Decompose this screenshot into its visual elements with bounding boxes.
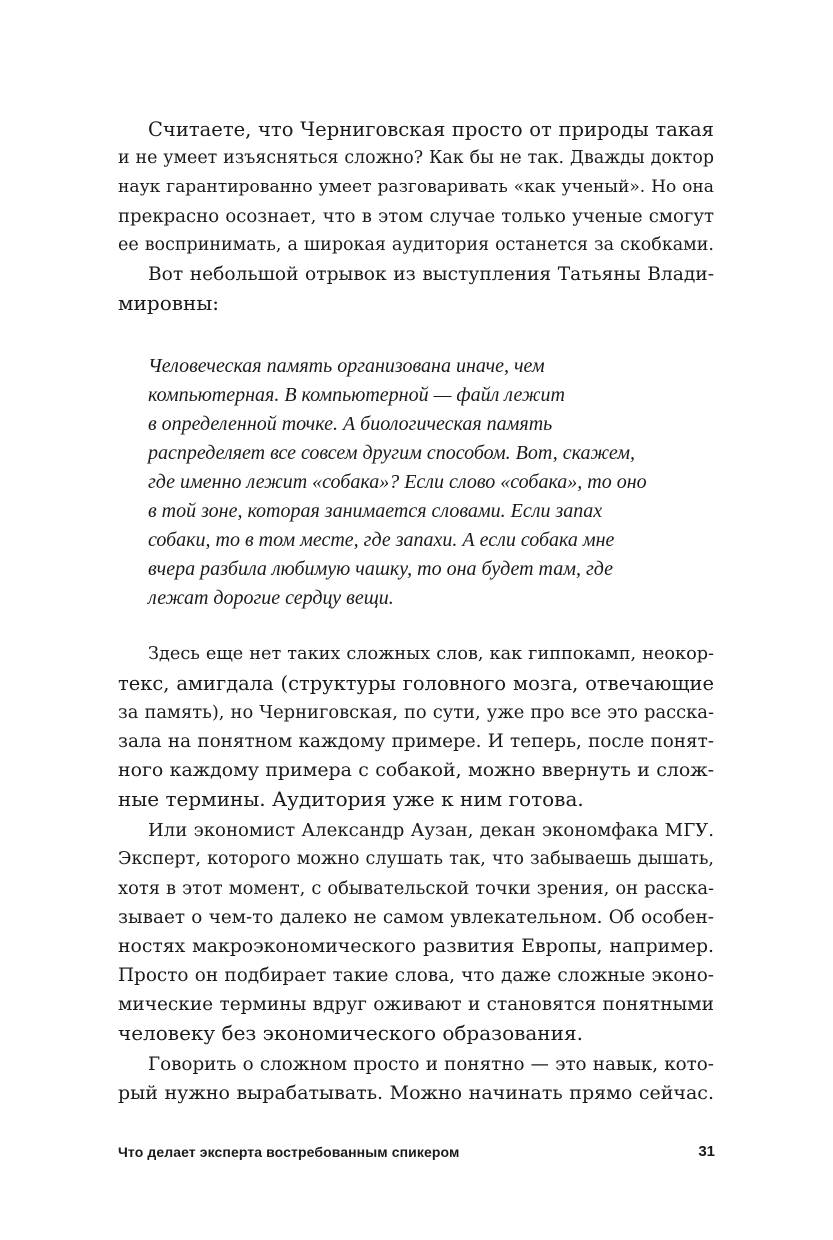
text-line: Здесь еще нет таких сложных слов, как гиппокамп, неокор- xyxy=(148,644,714,664)
text-line: Вот небольшой отрывок из выступления Татьяны Влади- xyxy=(148,264,714,285)
running-footer-title: Что делает эксперта востребованным спикером xyxy=(118,1144,460,1160)
text-line: текс, амигдала (структуры головного мозга, отвечающие xyxy=(118,672,714,695)
paragraph-4 xyxy=(118,816,714,1048)
paragraph-2 xyxy=(118,260,714,318)
paragraph-3 xyxy=(118,640,714,814)
paragraph-1 xyxy=(118,115,714,260)
text-line: мировны: xyxy=(118,291,219,315)
text-line: Считаете, что Черниговская просто от природы такая xyxy=(148,118,714,141)
text-line: зывает о чем-то далеко не самом увлекательном. Об особен- xyxy=(118,907,714,928)
text-line: ностях макроэкономического развития Европы, например. xyxy=(118,936,714,957)
text-line: ного каждому примера с собакой, можно ввернуть и слож- xyxy=(118,759,714,781)
quote-line: вчера разбила любимую чашку, то она будет там, где xyxy=(148,558,614,580)
text-line: хотя в этот момент, с обывательской точки зрения, он расска- xyxy=(118,878,714,899)
text-line: и не умеет изъясняться сложно? Как бы не так. Дважды доктор xyxy=(118,148,714,168)
text-line: Говорить о сложном просто и понятно — это навык, кото- xyxy=(148,1054,714,1075)
quote-line: распределяет все совсем другим способом. Вот, скажем, xyxy=(148,442,635,464)
quote-line: собаки, то в том месте, где запахи. А если собака мне xyxy=(148,529,615,551)
quote-line: лежат дорогие сердцу вещи. xyxy=(148,587,394,609)
text-line: за память), но Черниговская, по сути, уже про все это расска- xyxy=(118,702,714,723)
text-line: Или экономист Александр Аузан, декан экономфака МГУ. xyxy=(148,820,714,841)
text-line: ее воспринимать, а широкая аудитория останется за скобками. xyxy=(118,235,714,255)
quotation-block xyxy=(148,352,668,613)
page-number: 31 xyxy=(698,1143,715,1160)
text-line: человеку без экономического образования. xyxy=(118,1021,583,1045)
quote-line: где именно лежит «собака»? Если слово «собака», то оно xyxy=(148,471,647,493)
quote-line: Человеческая память организована иначе, чем xyxy=(148,355,545,377)
text-line: рый нужно вырабатывать. Можно начинать прямо сейчас. xyxy=(118,1082,714,1104)
text-line: Эксперт, которого можно слушать так, что забываешь дышать, xyxy=(118,849,714,869)
text-line: прекрасно осознает, что в этом случае только ученые смогут xyxy=(118,206,714,227)
text-line: мические термины вдруг оживают и становятся понятными xyxy=(118,994,714,1015)
text-line: наук гарантированно умеет разговаривать «как ученый». Но она xyxy=(118,177,714,197)
quote-line: компьютерная. В компьютерной — файл лежит xyxy=(148,384,565,406)
quote-line: в той зоне, которая занимается словами. Если запах xyxy=(148,500,603,522)
text-line: ные термины. Аудитория уже к ним готова. xyxy=(118,787,584,811)
paragraph-5 xyxy=(118,1050,714,1108)
text-line: Просто он подбирает такие слова, что даже сложные эконо- xyxy=(118,965,714,986)
quote-line: в определенной точке. А биологическая память xyxy=(148,413,553,435)
text-line: зала на понятном каждому примере. И теперь, после понят- xyxy=(118,731,714,752)
